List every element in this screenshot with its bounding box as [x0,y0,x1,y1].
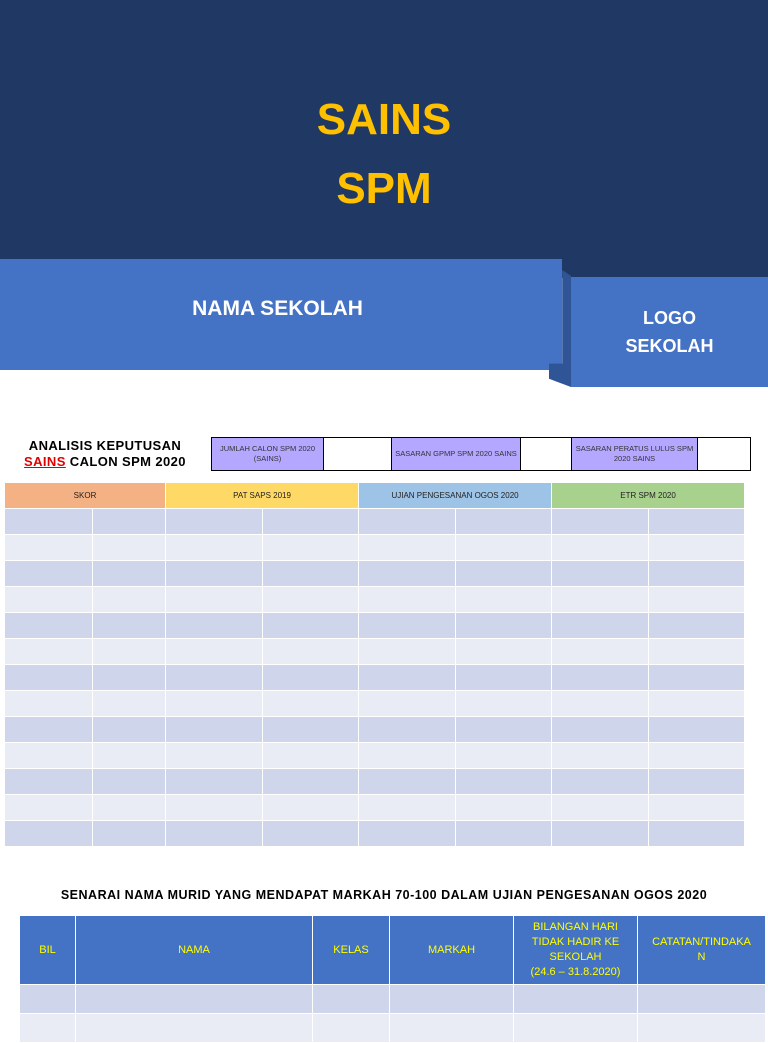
table-cell[interactable] [359,717,456,743]
table-cell[interactable] [649,821,745,847]
table-cell[interactable] [359,535,456,561]
table-row [20,985,766,1014]
table-row [5,821,745,847]
table-cell[interactable] [5,613,93,639]
table-cell[interactable] [166,639,263,665]
table-row [5,691,745,717]
analysis-title-rest: CALON SPM 2020 [65,454,186,469]
table-cell[interactable] [649,613,745,639]
table-cell[interactable] [359,509,456,535]
table-cell[interactable] [649,795,745,821]
analysis-table [4,482,745,847]
table-row [5,769,745,795]
table-cell[interactable] [93,535,166,561]
table-cell[interactable] [5,639,93,665]
table-cell[interactable] [166,821,263,847]
table-cell[interactable] [638,1014,766,1043]
table-row [5,717,745,743]
table-cell[interactable] [263,509,359,535]
table-cell[interactable] [649,743,745,769]
table-cell[interactable] [93,795,166,821]
table-cell[interactable] [263,691,359,717]
table-cell[interactable] [166,535,263,561]
table-cell[interactable] [456,717,552,743]
table-cell[interactable] [263,613,359,639]
table-row [5,535,745,561]
table-cell[interactable] [93,743,166,769]
table-cell[interactable] [552,613,649,639]
table-cell[interactable] [5,691,93,717]
table-cell[interactable] [5,535,93,561]
kpi-value-sasaran-lulus[interactable] [697,437,751,471]
student-list-title: SENARAI NAMA MURID YANG MENDAPAT MARKAH 70-100 DALAM UJIAN PENGESANAN OGOS 2020 [60,888,708,902]
table-cell[interactable] [649,665,745,691]
table-cell[interactable] [638,985,766,1014]
table-cell[interactable] [166,717,263,743]
table-cell[interactable] [649,717,745,743]
table-cell[interactable] [263,795,359,821]
table-cell[interactable] [263,743,359,769]
table-cell[interactable] [20,985,76,1014]
table-cell[interactable] [359,665,456,691]
table-cell[interactable] [552,743,649,769]
table-cell[interactable] [456,769,552,795]
table-cell[interactable] [5,665,93,691]
subject-title: SAINS [316,95,452,144]
table-cell[interactable] [5,743,93,769]
column-header-catatan [638,916,766,985]
table-cell[interactable] [456,743,552,769]
table-cell[interactable] [552,639,649,665]
table-cell[interactable] [649,561,745,587]
column-header-absence [514,916,638,985]
table-cell[interactable] [93,509,166,535]
table-cell[interactable] [5,509,93,535]
table-cell[interactable] [456,691,552,717]
analysis-subject: SAINS [24,454,66,469]
table-row [5,639,745,665]
table-cell[interactable] [552,561,649,587]
analysis-table-body [5,509,745,847]
table-cell[interactable] [552,769,649,795]
table-row [20,1014,766,1043]
table-cell[interactable] [456,613,552,639]
table-cell[interactable] [93,613,166,639]
table-cell[interactable] [263,769,359,795]
table-cell[interactable] [166,769,263,795]
table-cell[interactable] [5,587,93,613]
table-row [5,561,745,587]
table-row [5,587,745,613]
column-header-etr: ETR SPM 2020 [552,483,745,509]
table-cell[interactable] [76,1014,313,1043]
column-header-bil: BIL [20,916,76,985]
column-header-ujian-pengesanan: UJIAN PENGESANAN OGOS 2020 [359,483,552,509]
table-cell[interactable] [166,795,263,821]
table-cell[interactable] [93,587,166,613]
column-header-markah: MARKAH [390,916,514,985]
table-cell[interactable] [166,743,263,769]
exam-title: SPM [336,164,432,213]
table-cell[interactable] [552,509,649,535]
table-cell[interactable] [552,821,649,847]
table-cell[interactable] [456,795,552,821]
table-cell[interactable] [359,795,456,821]
table-cell[interactable] [552,587,649,613]
table-cell[interactable] [456,535,552,561]
table-cell[interactable] [263,639,359,665]
table-cell[interactable] [263,561,359,587]
table-cell[interactable] [649,587,745,613]
kpi-value-jumlah-calon[interactable] [323,437,392,471]
logo-line2: SEKOLAH [625,336,714,356]
school-name-banner [0,259,562,370]
table-cell[interactable] [456,639,552,665]
table-cell[interactable] [263,587,359,613]
analysis-title-line2 [5,454,205,470]
kpi-label-sasaran-gpmp: SASARAN GPMP SPM 2020 SAINS [391,437,521,471]
table-cell[interactable] [93,561,166,587]
table-row [5,613,745,639]
table-cell[interactable] [166,561,263,587]
table-cell[interactable] [5,561,93,587]
table-cell[interactable] [93,691,166,717]
table-cell[interactable] [263,535,359,561]
absence-header-line4: (24.6 – 31.8.2020) [530,966,621,978]
table-cell[interactable] [552,795,649,821]
table-cell[interactable] [166,613,263,639]
table-cell[interactable] [93,665,166,691]
table-cell[interactable] [93,639,166,665]
table-row [5,743,745,769]
table-cell[interactable] [5,769,93,795]
absence-header-line3: SEKOLAH [549,951,602,963]
table-cell[interactable] [359,587,456,613]
table-cell[interactable] [390,1014,514,1043]
logo-line1: LOGO [643,308,696,328]
catatan-header-line2: N [697,951,706,963]
table-cell[interactable] [5,795,93,821]
table-cell[interactable] [359,769,456,795]
table-cell[interactable] [5,717,93,743]
analysis-title [5,438,205,470]
kpi-value-sasaran-gpmp[interactable] [520,437,572,471]
column-header-kelas: KELAS [313,916,390,985]
table-row [5,795,745,821]
table-cell[interactable] [93,717,166,743]
school-name: NAMA SEKOLAH [192,297,363,320]
table-cell[interactable] [649,639,745,665]
table-row [5,509,745,535]
table-cell[interactable] [263,821,359,847]
table-cell[interactable] [649,509,745,535]
table-cell[interactable] [359,821,456,847]
table-cell[interactable] [20,1014,76,1043]
table-cell[interactable] [552,665,649,691]
table-cell[interactable] [649,769,745,795]
table-cell[interactable] [166,691,263,717]
table-cell[interactable] [456,821,552,847]
table-cell[interactable] [359,561,456,587]
school-logo-placeholder [571,277,768,387]
table-cell[interactable] [456,509,552,535]
table-cell[interactable] [93,821,166,847]
catatan-header-line1: CATATAN/TINDAKA [652,936,751,948]
table-cell[interactable] [166,587,263,613]
table-cell[interactable] [456,665,552,691]
table-cell[interactable] [552,717,649,743]
table-cell[interactable] [313,1014,390,1043]
table-cell[interactable] [514,1014,638,1043]
table-cell[interactable] [649,535,745,561]
column-header-nama: NAMA [76,916,313,985]
table-cell[interactable] [649,691,745,717]
table-cell[interactable] [263,665,359,691]
kpi-label-sasaran-lulus: SASARAN PERATUS LULUS SPM 2020 SAINS [571,437,698,471]
table-row [5,665,745,691]
table-cell[interactable] [93,769,166,795]
table-cell[interactable] [166,665,263,691]
table-cell[interactable] [456,587,552,613]
column-header-pat-saps: PAT SAPS 2019 [166,483,359,509]
table-cell[interactable] [390,985,514,1014]
absence-header-line2: TIDAK HADIR KE [531,936,620,948]
table-cell[interactable] [552,691,649,717]
analysis-title-line1: ANALISIS KEPUTUSAN [28,438,182,453]
table-cell[interactable] [5,821,93,847]
table-cell[interactable] [359,691,456,717]
table-cell[interactable] [359,639,456,665]
table-cell[interactable] [359,613,456,639]
table-cell[interactable] [514,985,638,1014]
cover-header [0,0,768,278]
table-cell[interactable] [263,717,359,743]
table-cell[interactable] [456,561,552,587]
table-cell[interactable] [313,985,390,1014]
absence-header-line1: BILANGAN HARI [533,921,618,933]
column-header-skor: SKOR [5,483,166,509]
table-cell[interactable] [552,535,649,561]
table-cell[interactable] [166,509,263,535]
kpi-label-jumlah-calon: JUMLAH CALON SPM 2020 (SAINS) [211,437,324,471]
table-cell[interactable] [359,743,456,769]
student-table-body [20,985,766,1043]
table-cell[interactable] [76,985,313,1014]
